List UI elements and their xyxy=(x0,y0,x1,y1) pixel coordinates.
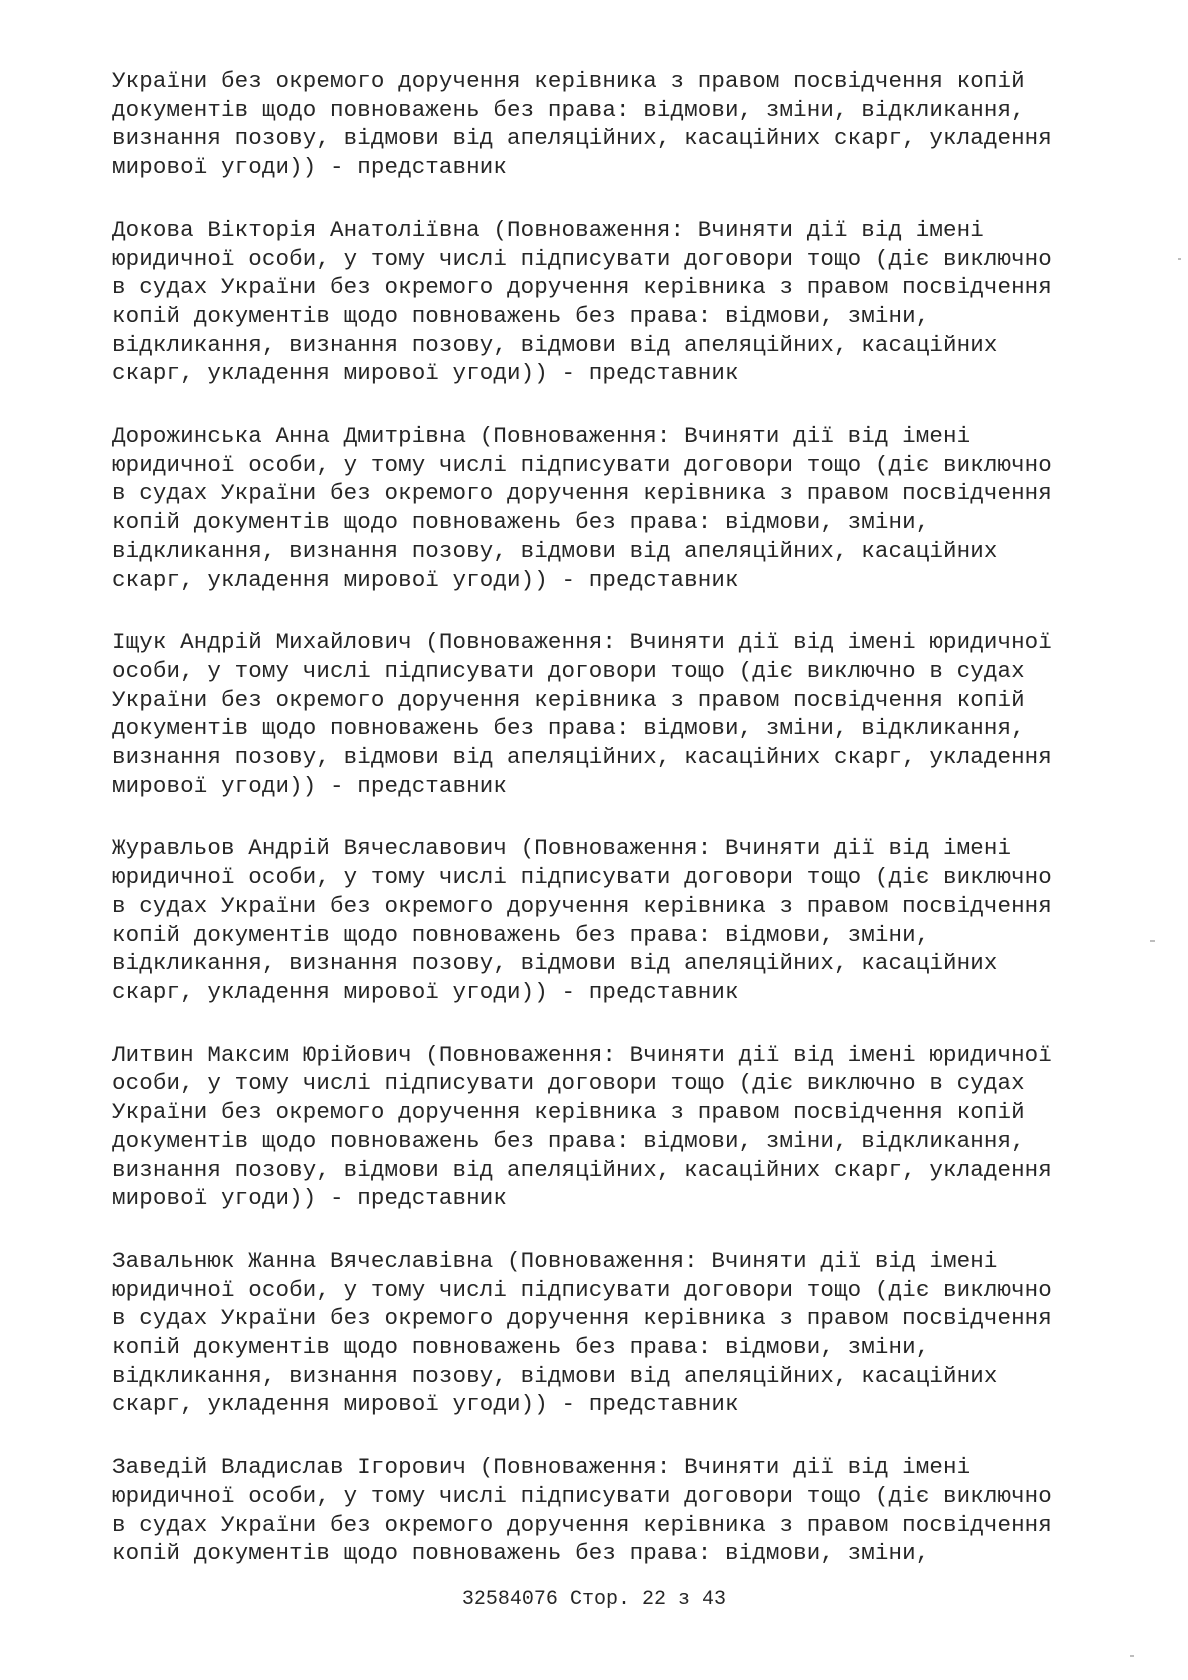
representative-paragraph xyxy=(112,834,1112,1006)
text-line: скарг, укладення мирової угоди)) - представник xyxy=(112,360,739,387)
scan-speck xyxy=(1130,1655,1134,1657)
text-line: Журавльов Андрій Вячеславович (Повноваження: Вчиняти дії від імені xyxy=(112,835,1012,862)
text-line: особи, у тому числі підписувати договори тощо (діє виключно в судах xyxy=(112,657,1025,684)
text-line: Завальнюк Жанна Вячеславівна (Повноваження: Вчиняти дії від імені xyxy=(112,1247,998,1274)
footer-doc-id: 32584076 xyxy=(461,1588,558,1611)
text-line: документів щодо повноважень без права: відмови, зміни, відкликання, xyxy=(112,1127,1025,1154)
representative-paragraph xyxy=(112,67,1112,182)
text-line: Литвин Максим Юрійович (Повноваження: Вчиняти дії від імені юридичної xyxy=(112,1041,1052,1068)
text-line: юридичної особи, у тому числі підписувати договори тощо (діє виключно xyxy=(112,1482,1052,1509)
text-line: Докова Вікторія Анатоліївна (Повноваження: Вчиняти дії від імені xyxy=(112,216,984,243)
text-line: юридичної особи, у тому числі підписувати договори тощо (діє виключно xyxy=(112,451,1052,478)
document-body xyxy=(112,67,1112,1602)
text-line: юридичної особи, у тому числі підписувати договори тощо (діє виключно xyxy=(112,245,1052,272)
text-line: України без окремого доручення керівника з правом посвідчення копій xyxy=(112,1099,1025,1126)
representative-paragraph xyxy=(112,422,1112,594)
text-line: юридичної особи, у тому числі підписувати договори тощо (діє виключно xyxy=(112,864,1052,891)
text-line: в судах України без окремого доручення керівника з правом посвідчення xyxy=(112,480,1052,507)
footer-page-label: Стор. xyxy=(569,1588,630,1611)
text-line: України без окремого доручення керівника з правом посвідчення копій xyxy=(112,686,1025,713)
footer-of-label: з xyxy=(678,1588,691,1611)
text-line: документів щодо повноважень без права: відмови, зміни, відкликання, xyxy=(112,96,1025,123)
text-line: мирової угоди)) - представник xyxy=(112,1185,508,1212)
text-line: копій документів щодо повноважень без права: відмови, зміни, xyxy=(112,509,930,536)
text-line: копій документів щодо повноважень без права: відмови, зміни, xyxy=(112,1334,930,1361)
page-footer xyxy=(0,1587,1188,1613)
text-line: в судах України без окремого доручення керівника з правом посвідчення xyxy=(112,892,1052,919)
text-line: скарг, укладення мирової угоди)) - представник xyxy=(112,566,739,593)
text-line: юридичної особи, у тому числі підписувати договори тощо (діє виключно xyxy=(112,1276,1052,1303)
text-line: в судах України без окремого доручення керівника з правом посвідчення xyxy=(112,1305,1052,1332)
text-line: визнання позову, відмови від апеляційних, касаційних скарг, укладення xyxy=(112,125,1052,152)
footer-total-pages: 43 xyxy=(702,1588,727,1611)
representative-paragraph xyxy=(112,1247,1112,1419)
text-line: України без окремого доручення керівника з правом посвідчення копій xyxy=(112,68,1025,94)
text-line: мирової угоди)) - представник xyxy=(112,154,508,181)
scan-speck xyxy=(1150,940,1155,942)
text-line: Іщук Андрій Михайлович (Повноваження: Вчиняти дії від імені юридичної xyxy=(112,629,1052,656)
text-line: документів щодо повноважень без права: відмови, зміни, відкликання, xyxy=(112,715,1025,742)
text-line: особи, у тому числі підписувати договори тощо (діє виключно в судах xyxy=(112,1070,1025,1097)
text-line: мирової угоди)) - представник xyxy=(112,772,508,799)
representative-paragraph xyxy=(112,1453,1112,1568)
representative-paragraph xyxy=(112,1041,1112,1213)
representative-paragraph xyxy=(112,216,1112,388)
text-line: копій документів щодо повноважень без права: відмови, зміни, xyxy=(112,302,930,329)
text-line: копій документів щодо повноважень без права: відмови, зміни, xyxy=(112,1540,930,1567)
text-line: визнання позову, відмови від апеляційних, касаційних скарг, укладення xyxy=(112,1156,1052,1183)
text-line: копій документів щодо повноважень без права: відмови, зміни, xyxy=(112,921,930,948)
text-line: в судах України без окремого доручення керівника з правом посвідчення xyxy=(112,1511,1052,1538)
representative-paragraph xyxy=(112,628,1112,800)
text-line: відкликання, визнання позову, відмови від апеляційних, касаційних xyxy=(112,537,998,564)
text-line: в судах України без окремого доручення керівника з правом посвідчення xyxy=(112,274,1052,301)
footer-page-number: 22 xyxy=(641,1588,666,1611)
text-line: Дорожинська Анна Дмитрівна (Повноваження: Вчиняти дії від імені xyxy=(112,423,971,450)
text-line: Заведій Владислав Ігорович (Повноваження: Вчиняти дії від імені xyxy=(112,1454,971,1481)
text-line: скарг, укладення мирової угоди)) - представник xyxy=(112,1391,739,1418)
text-line: визнання позову, відмови від апеляційних, касаційних скарг, укладення xyxy=(112,744,1052,771)
text-line: відкликання, визнання позову, відмови від апеляційних, касаційних xyxy=(112,950,998,977)
text-line: скарг, укладення мирової угоди)) - представник xyxy=(112,978,739,1005)
scan-speck xyxy=(1178,258,1181,260)
text-line: відкликання, визнання позову, відмови від апеляційних, касаційних xyxy=(112,331,998,358)
text-line: відкликання, визнання позову, відмови від апеляційних, касаційних xyxy=(112,1362,998,1389)
